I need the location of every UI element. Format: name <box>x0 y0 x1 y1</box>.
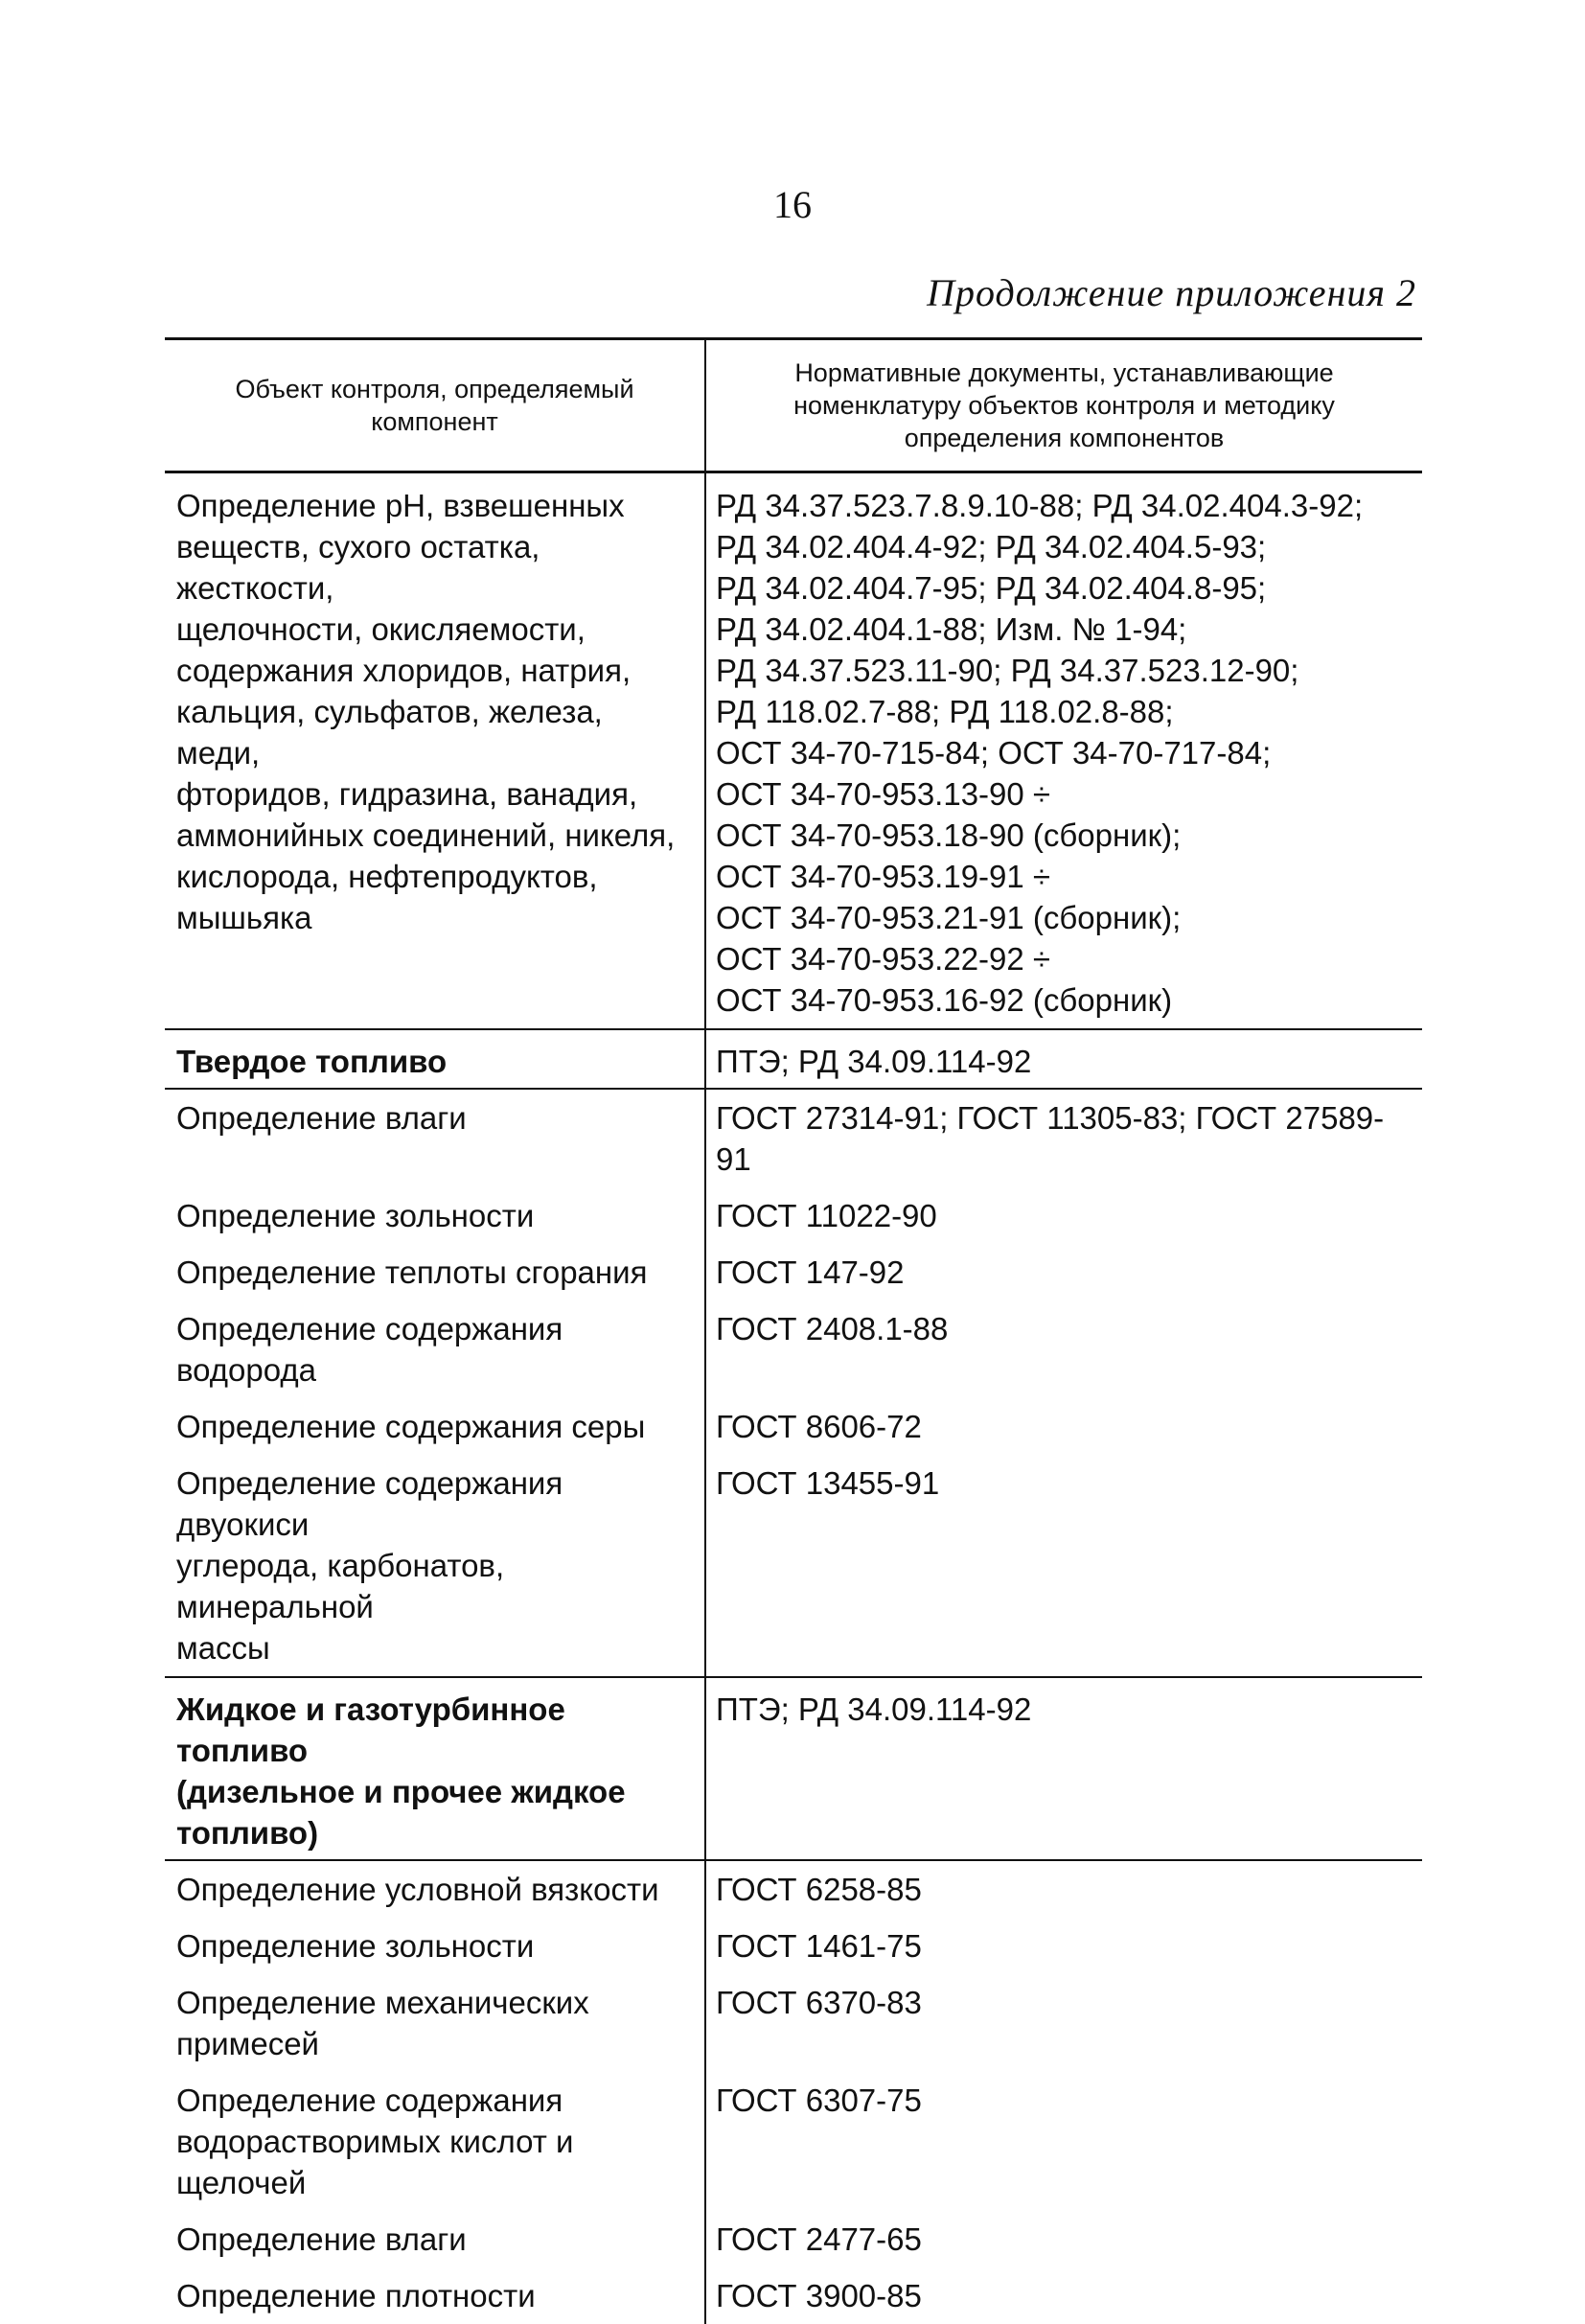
section-documents: ПТЭ; РД 34.09.114-92 <box>705 1677 1422 1860</box>
documents-cell: ГОСТ 6307-75 <box>716 2082 922 2118</box>
page-number: 16 <box>773 183 812 226</box>
cell-line: топливо) <box>176 1815 319 1851</box>
documents-cell: ГОСТ 3900-85 <box>716 2278 922 2313</box>
object-cell: Определение содержания серы <box>165 1398 705 1455</box>
object-cell <box>165 1455 705 1677</box>
documents-cell: ГОСТ 27314-91; ГОСТ 11305-83; ГОСТ 27589-91 <box>716 1100 1385 1177</box>
object-cell: Определение зольности <box>165 1187 705 1244</box>
cell-line: веществ, сухого остатка, жесткости, <box>176 529 540 606</box>
table-row <box>165 1918 1422 1974</box>
cell-line: РД 34.02.404.1-88; Изм. № 1-94; <box>716 611 1187 647</box>
water-analysis-documents-cell <box>705 472 1422 1030</box>
section-row-solid-fuel <box>165 1029 1422 1089</box>
table-row <box>165 1860 1422 1918</box>
cell-line: Определение pH, взвешенных <box>176 488 625 523</box>
object-cell: Определение плотности <box>165 2267 705 2324</box>
cell-line: РД 34.37.523.11-90; РД 34.37.523.12-90; <box>716 653 1299 688</box>
documents-cell: ГОСТ 11022-90 <box>716 1198 937 1233</box>
cell-line: ОСТ 34-70-953.13-90 ÷ <box>716 776 1051 812</box>
section-title <box>165 1677 705 1860</box>
documents-cell: ГОСТ 2477-65 <box>716 2221 922 2257</box>
cell-line: содержания хлоридов, натрия, <box>176 653 632 688</box>
cell-line: кальция, сульфатов, железа, меди, <box>176 694 603 771</box>
cell-line: ОСТ 34-70-953.18-90 (сборник); <box>716 817 1182 853</box>
documents-cell: ГОСТ 6258-85 <box>716 1872 922 1907</box>
header-object-column: Объект контроля, определяемый компонент <box>165 339 705 472</box>
documents-cell: ГОСТ 147-92 <box>716 1254 905 1290</box>
cell-line: Жидкое и газотурбинное топливо <box>176 1691 565 1768</box>
cell-line: РД 34.37.523.7.8.9.10-88; РД 34.02.404.3-92; <box>716 488 1364 523</box>
cell-line: Определение содержания двуокиси <box>176 1465 563 1542</box>
cell-line: аммонийных соединений, никеля, <box>176 817 676 853</box>
object-cell: Определение влаги <box>165 1089 705 1187</box>
cell-line: фторидов, гидразина, ванадия, <box>176 776 638 812</box>
cell-line: ОСТ 34-70-953.19-91 ÷ <box>716 859 1051 894</box>
table-row <box>165 1300 1422 1398</box>
table-row <box>165 1398 1422 1455</box>
cell-line: щелочности, окисляемости, <box>176 611 586 647</box>
cell-line: РД 118.02.7-88; РД 118.02.8-88; <box>716 694 1174 729</box>
documents-cell: ГОСТ 1461-75 <box>716 1928 922 1964</box>
table-row <box>165 1089 1422 1187</box>
object-cell: Определение содержания водорода <box>165 1300 705 1398</box>
documents-cell: ГОСТ 2408.1-88 <box>716 1311 949 1346</box>
cell-line: примесей <box>176 2026 319 2061</box>
documents-cell: ГОСТ 6370-83 <box>716 1985 922 2020</box>
table-row <box>165 1974 1422 2072</box>
cell-line: Определение механических <box>176 1985 589 2020</box>
cell-line: углерода, карбонатов, минеральной <box>176 1548 505 1624</box>
documents-cell: ГОСТ 13455-91 <box>716 1465 940 1501</box>
header-documents-column: Нормативные документы, устанавливающие номенклатуру объектов контроля и методику определения компонентов <box>705 339 1422 472</box>
cell-line: ОСТ 34-70-953.22-92 ÷ <box>716 941 1051 977</box>
table-row <box>165 2211 1422 2267</box>
cell-line: кислорода, нефтепродуктов, <box>176 859 598 894</box>
cell-line: массы <box>176 1630 270 1666</box>
section-title: Твердое топливо <box>165 1029 705 1089</box>
table-row <box>165 1455 1422 1677</box>
section-row-liquid-fuel <box>165 1677 1422 1860</box>
object-cell <box>165 2072 705 2211</box>
cell-line: ОСТ 34-70-953.21-91 (сборник); <box>716 900 1182 935</box>
table-row <box>165 2267 1422 2324</box>
table-row <box>165 472 1422 1030</box>
cell-line: Определение содержания <box>176 2082 563 2118</box>
cell-line: РД 34.02.404.7-95; РД 34.02.404.8-95; <box>716 570 1267 606</box>
continuation-caption: Продолжение приложения 2 <box>927 271 1416 314</box>
table-row <box>165 2072 1422 2211</box>
table-row <box>165 1187 1422 1244</box>
cell-line: (дизельное и прочее жидкое <box>176 1774 626 1809</box>
cell-line: водорастворимых кислот и щелочей <box>176 2124 574 2200</box>
object-cell: Определение зольности <box>165 1918 705 1974</box>
table-row <box>165 1244 1422 1300</box>
documents-cell: ГОСТ 8606-72 <box>716 1409 922 1444</box>
cell-line: ОСТ 34-70-715-84; ОСТ 34-70-717-84; <box>716 735 1272 771</box>
object-cell: Определение теплоты сгорания <box>165 1244 705 1300</box>
water-analysis-object-cell <box>165 472 705 1030</box>
object-cell: Определение условной вязкости <box>165 1860 705 1918</box>
object-cell <box>165 1974 705 2072</box>
cell-line: ОСТ 34-70-953.16-92 (сборник) <box>716 982 1173 1018</box>
cell-line: РД 34.02.404.4-92; РД 34.02.404.5-93; <box>716 529 1267 564</box>
object-cell: Определение влаги <box>165 2211 705 2267</box>
section-documents: ПТЭ; РД 34.09.114-92 <box>705 1029 1422 1089</box>
cell-line: мышьяка <box>176 900 312 935</box>
table-header-row <box>165 339 1422 472</box>
regulatory-documents-table <box>165 337 1422 2324</box>
